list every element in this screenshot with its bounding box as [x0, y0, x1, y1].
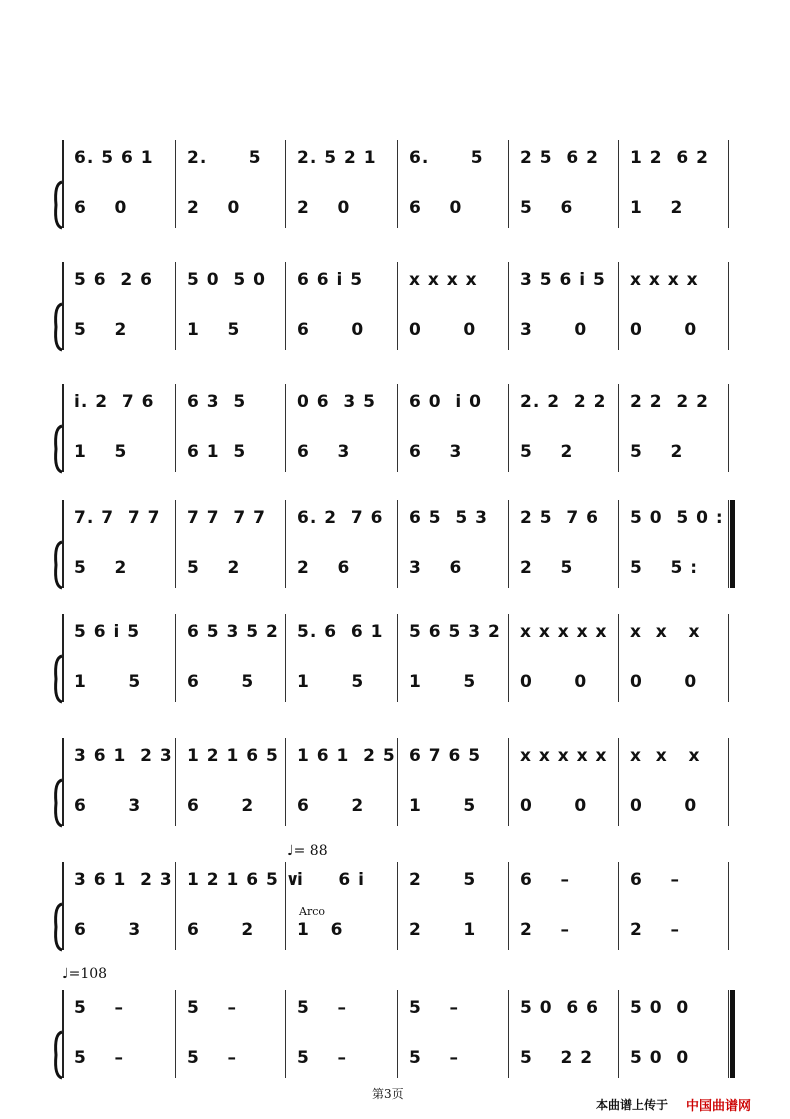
measure-notes: 6 5 3 5 2 [187, 622, 279, 642]
measure-notes: i. 2 7 6 [74, 392, 155, 412]
measure-notes: 5 6 i 5 [74, 622, 141, 642]
measure-notes: 5 – [187, 998, 238, 1018]
measure-notes: 2 – [630, 920, 681, 940]
upper-voice [0, 746, 790, 776]
staff-system [0, 614, 790, 704]
lower-voice [0, 920, 790, 950]
measure-notes: 6 7 6 5 [409, 746, 482, 766]
measure-notes: 0 6 3 5 [297, 392, 376, 412]
upper-voice [0, 508, 790, 538]
measure-notes: 5 6 5 3 2 [409, 622, 501, 642]
measure-notes: 1 5 [409, 796, 477, 816]
staff-system [0, 862, 790, 952]
measure-notes: 5 – [297, 998, 348, 1018]
upper-voice [0, 392, 790, 422]
measure-notes: 0 0 [409, 320, 477, 340]
measure-notes: 5 – [74, 1048, 125, 1068]
measure-notes: 6. 5 [409, 148, 484, 168]
measure-notes: x x x x x [520, 622, 608, 642]
measure-notes: 1 6 [297, 920, 344, 940]
staff-system [0, 990, 790, 1080]
measure-notes: 2 5 [409, 870, 477, 890]
lower-voice [0, 320, 790, 350]
staff-system [0, 384, 790, 474]
measure-notes: 5 0 5 0 [187, 270, 266, 290]
measure-notes: 2 5 [520, 558, 574, 578]
upper-voice [0, 998, 790, 1028]
measure-notes: 5. 6 6 1 [297, 622, 384, 642]
measure-notes: 1 2 6 2 [630, 148, 709, 168]
upper-voice [0, 870, 790, 900]
upper-voice [0, 270, 790, 300]
measure-notes: 6 2 [187, 920, 255, 940]
measure-notes: 5 2 [74, 320, 128, 340]
measure-notes: 0 0 [520, 796, 588, 816]
measure-notes: 6 5 [187, 672, 255, 692]
measure-notes: i 6 i [297, 870, 365, 890]
measure-notes: 5 0 0 [630, 998, 690, 1018]
measure-notes: 6 1 5 [187, 442, 247, 462]
measure-notes: x x x [630, 622, 701, 642]
measure-notes: 5 2 2 [520, 1048, 594, 1068]
measure-notes: 2 5 6 2 [520, 148, 599, 168]
measure-notes: 1 5 [297, 672, 365, 692]
measure-notes: 5 5 : [630, 558, 699, 578]
staff-system [0, 500, 790, 590]
measure-notes: x x x x x [520, 746, 608, 766]
measure-notes: 6 0 [297, 320, 365, 340]
site-logo: 中国曲谱网 [686, 1099, 752, 1114]
measure-notes: 5 2 [187, 558, 241, 578]
measure-notes: 5 0 5 0 : [630, 508, 724, 528]
measure-notes: 6 – [630, 870, 681, 890]
measure-notes: 2. 2 2 2 [520, 392, 607, 412]
measure-notes: 1 2 1 6 5 ∨ [187, 870, 301, 890]
measure-notes: 5 – [297, 1048, 348, 1068]
measure-notes: 6. 2 7 6 [297, 508, 384, 528]
measure-notes: 6 5 5 3 [409, 508, 488, 528]
measure-notes: 5 2 [630, 442, 684, 462]
upload-credit: 本曲谱上传于 [596, 1098, 669, 1112]
lower-voice [0, 1048, 790, 1078]
measure-notes: x x x x [630, 270, 699, 290]
measure-notes: 5 6 2 6 [74, 270, 153, 290]
measure-notes: 6 3 5 [187, 392, 247, 412]
lower-voice [0, 198, 790, 228]
measure-notes: 7 7 7 7 [187, 508, 266, 528]
measure-notes: 0 0 [630, 672, 698, 692]
measure-notes: 3 6 1 2 3 [74, 870, 173, 890]
measure-notes: 5 2 [74, 558, 128, 578]
measure-notes: 5 – [409, 998, 460, 1018]
measure-notes: 6 0 [409, 198, 463, 218]
measure-notes: 6 3 [297, 442, 351, 462]
measure-notes: 1 5 [74, 442, 128, 462]
staff-system [0, 262, 790, 352]
measure-notes: 5 2 [520, 442, 574, 462]
measure-notes: 2 5 7 6 [520, 508, 599, 528]
measure-notes: 3 5 6 i 5 [520, 270, 606, 290]
measure-notes: 1 6 1 2 5 [297, 746, 396, 766]
measure-notes: 1 2 1 6 5 [187, 746, 279, 766]
measure-notes: 6. 5 6 1 [74, 148, 154, 168]
tempo-marking-108: ♩=108 [62, 966, 108, 982]
measure-notes: 0 0 [520, 672, 588, 692]
measure-notes: 5 6 [520, 198, 574, 218]
measure-notes: 6 2 [187, 796, 255, 816]
measure-notes: 6 0 i 0 [409, 392, 482, 412]
lower-voice [0, 672, 790, 702]
measure-notes: 2. 5 2 1 [297, 148, 377, 168]
measure-notes: x x x x [409, 270, 478, 290]
lower-voice [0, 442, 790, 472]
page-number: 第3页 [372, 1087, 404, 1101]
measure-notes: 2 0 [187, 198, 241, 218]
measure-notes: 7. 7 7 7 [74, 508, 161, 528]
arco-marking: Arco [299, 905, 325, 918]
measure-notes: 1 5 [409, 672, 477, 692]
lower-voice [0, 558, 790, 588]
measure-notes: 5 0 6 6 [520, 998, 599, 1018]
measure-notes: 2 6 [297, 558, 351, 578]
measure-notes: 1 5 [74, 672, 142, 692]
measure-notes: 6 – [520, 870, 571, 890]
measure-notes: 5 – [74, 998, 125, 1018]
measure-notes: 1 2 [630, 198, 684, 218]
measure-notes: 2. 5 [187, 148, 262, 168]
measure-notes: 1 5 [187, 320, 241, 340]
staff-system [0, 738, 790, 828]
lower-voice [0, 796, 790, 826]
measure-notes: 5 – [187, 1048, 238, 1068]
measure-notes: 2 – [520, 920, 571, 940]
measure-notes: 0 0 [630, 320, 698, 340]
measure-notes: 6 3 [74, 796, 142, 816]
measure-notes: 3 0 [520, 320, 588, 340]
measure-notes: 6 0 [74, 198, 128, 218]
staff-system [0, 140, 790, 230]
measure-notes: 2 2 2 2 [630, 392, 709, 412]
measure-notes: 0 0 [630, 796, 698, 816]
measure-notes: x x x [630, 746, 701, 766]
measure-notes: 6 3 [74, 920, 142, 940]
measure-notes: 3 6 [409, 558, 463, 578]
measure-notes: 6 3 [409, 442, 463, 462]
measure-notes: 5 – [409, 1048, 460, 1068]
measure-notes: 6 2 [297, 796, 365, 816]
measure-notes: 2 1 [409, 920, 477, 940]
tempo-marking-88: ♩= 88 [287, 843, 328, 859]
measure-notes: 2 0 [297, 198, 351, 218]
upper-voice [0, 148, 790, 178]
upper-voice [0, 622, 790, 652]
measure-notes: 3 6 1 2 3 [74, 746, 173, 766]
measure-notes: 6 6 i 5 [297, 270, 364, 290]
measure-notes: 5 0 0 [630, 1048, 690, 1068]
